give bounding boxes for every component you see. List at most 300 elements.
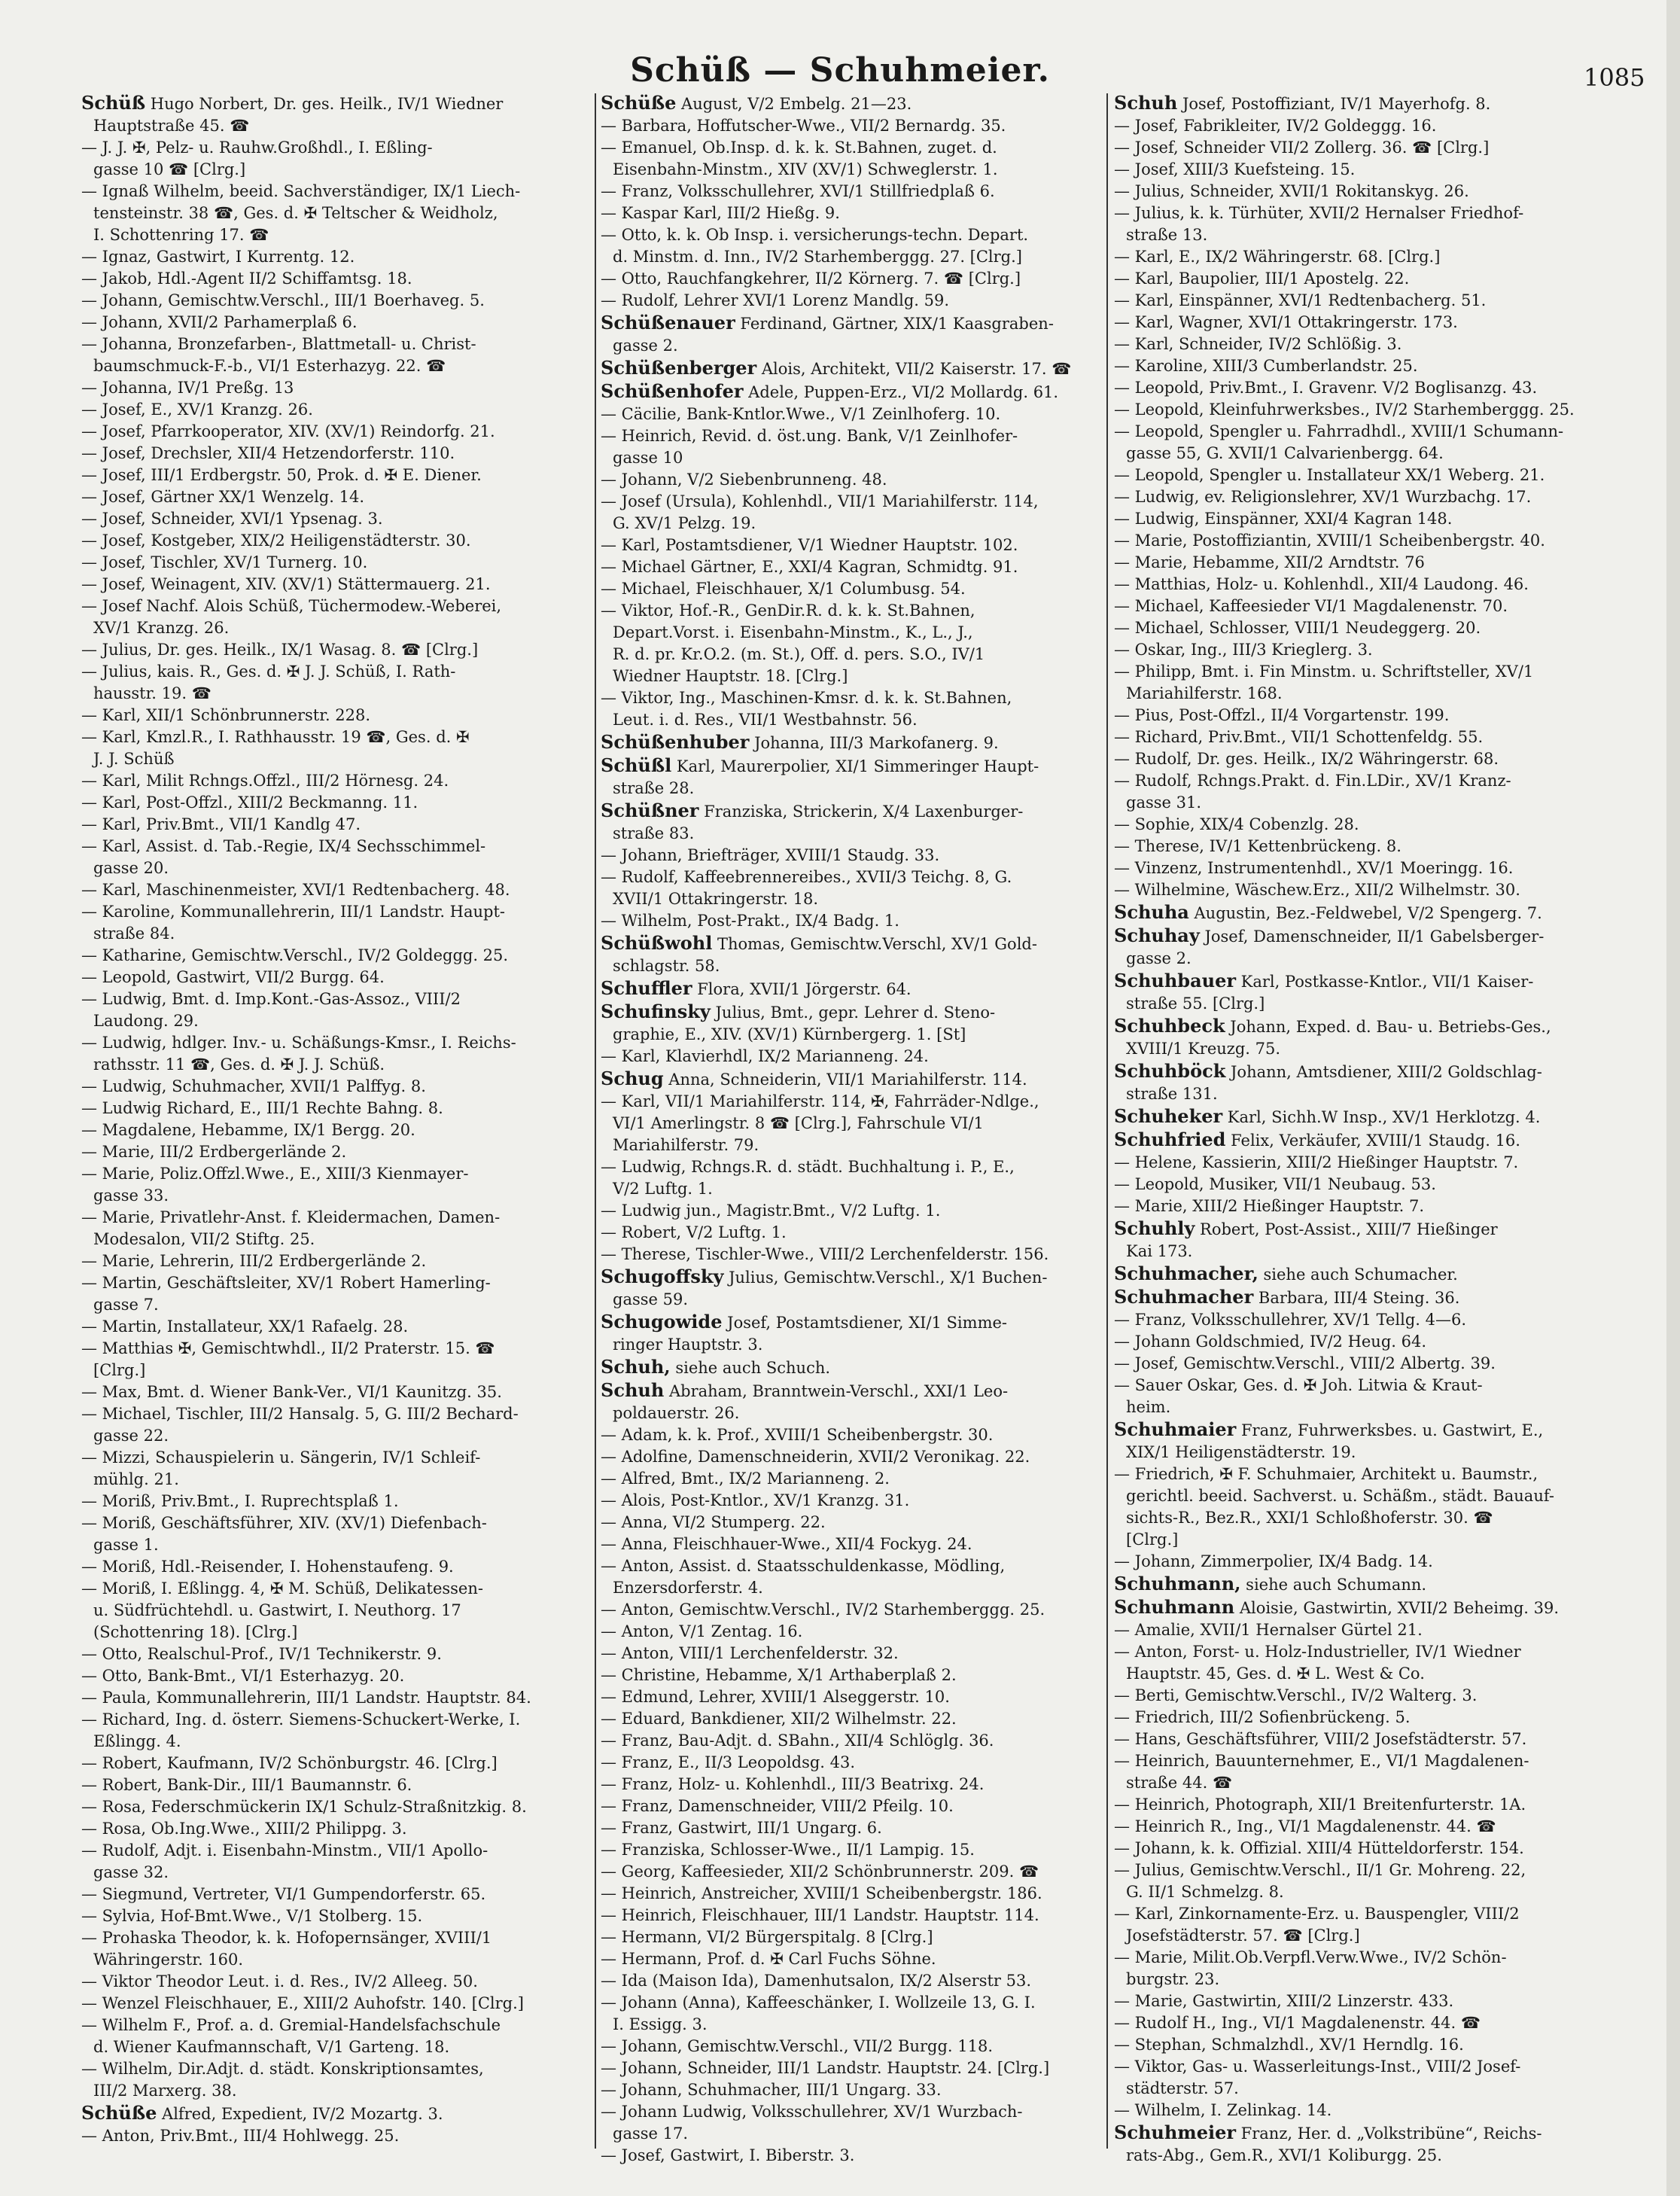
- directory-entry: — Johann, Zimmerpolier, IX/4 Badg. 14.: [1114, 1552, 1433, 1570]
- entry-continuation: gasse 10: [613, 449, 683, 467]
- entry-continuation: straße 28.: [613, 779, 695, 797]
- directory-entry: — Josef Nachf. Alois Schüß, Tüchermodew.-Weberei,: [81, 597, 502, 615]
- surname: Schuhmann: [1114, 1596, 1235, 1618]
- directory-entry: — Karl, Kmzl.R., I. Rathhausstr. 19 ☎, Ges. d. ✠: [81, 728, 470, 746]
- entry-continuation: Eßlingg. 4.: [93, 1732, 181, 1750]
- directory-entry: — Moriß, Geschäftsführer, XIV. (XV/1) Diefenbach-: [81, 1514, 487, 1532]
- entry-details: Franziska, Strickerin, X/4 Laxenburger-: [698, 803, 1024, 821]
- directory-entry: — Johann, Gemischtw.Verschl., VII/2 Burgg. 118.: [601, 2037, 994, 2055]
- directory-entry: — Ludwig, hdlger. Inv.- u. Schäßungs-Kmsr., I. Reichs-: [81, 1034, 516, 1052]
- directory-entry: — Alfred, Bmt., IX/2 Marianneng. 2.: [601, 1470, 890, 1488]
- directory-entry: — Kaspar Karl, III/2 Hießg. 9.: [601, 204, 840, 222]
- directory-entry: — Philipp, Bmt. i. Fin Minstm. u. Schriftsteller, XV/1: [1114, 662, 1534, 681]
- directory-entry: — Johann, XVII/2 Parhamerplaß 6.: [81, 313, 358, 331]
- directory-entry: — Michael, Tischler, III/2 Hansalg. 5, G. III/2 Bechard-: [81, 1405, 519, 1423]
- surname: Schuheker: [1114, 1105, 1223, 1127]
- directory-entry: — Marie, XIII/2 Hießinger Hauptstr. 7.: [1114, 1197, 1425, 1215]
- directory-entry: — Karl, Assist. d. Tab.-Regie, IX/4 Sechsschimmel-: [81, 837, 486, 855]
- surname-heading-entry: [601, 1001, 1111, 1024]
- surname-heading-entry: [1114, 1128, 1624, 1152]
- surname-heading-entry: [1114, 1573, 1624, 1596]
- directory-entry: — Heinrich R., Ing., VI/1 Magdalenenstr. 44. ☎: [1114, 1817, 1496, 1835]
- entry-details: siehe auch Schumacher.: [1258, 1266, 1458, 1284]
- entry-details: Johann, Exped. d. Bau- u. Betriebs-Ges.,: [1225, 1018, 1551, 1036]
- entry-details: Karl, Postkasse-Kntlor., VII/1 Kaiser-: [1236, 973, 1534, 991]
- directory-entry: — Marie, Privatlehr-Anst. f. Kleidermachen, Damen-: [81, 1208, 501, 1226]
- entry-continuation: XIX/1 Heiligenstädterstr. 19.: [1126, 1443, 1356, 1461]
- entry-continuation: I. Schottenring 17. ☎: [93, 226, 269, 244]
- surname: Schuh: [1114, 92, 1178, 114]
- directory-entry: — Anton, Assist. d. Staatsschuldenkasse, Mödling,: [601, 1557, 1006, 1575]
- surname-heading-entry: [601, 754, 1111, 778]
- entry-continuation: gasse 59.: [613, 1290, 689, 1308]
- directory-entry: — Wilhelm, Post-Prakt., IX/4 Badg. 1.: [601, 912, 899, 930]
- surname-heading-entry: [601, 731, 1111, 754]
- surname-heading-entry: [601, 380, 1111, 404]
- directory-entry: — Josef, Weinagent, XIV. (XV/1) Stättermauerg. 21.: [81, 575, 491, 593]
- directory-entry: — Robert, V/2 Luftg. 1.: [601, 1223, 787, 1241]
- entry-continuation: gasse 10 ☎ [Clrg.]: [93, 160, 246, 178]
- directory-entry: — Marie, Milit.Ob.Verpfl.Verw.Wwe., IV/2 Schön-: [1114, 1948, 1507, 1966]
- entry-continuation: gasse 2.: [1126, 949, 1192, 967]
- directory-entry: — Viktor, Ing., Maschinen-Kmsr. d. k. k. St.Bahnen,: [601, 689, 1012, 707]
- entry-continuation: straße 44. ☎: [1126, 1774, 1233, 1792]
- directory-entry: — Julius, k. k. Türhüter, XVII/2 Hernalser Friedhof-: [1114, 204, 1524, 222]
- directory-entry: — Anton, V/1 Zentag. 16.: [601, 1622, 803, 1640]
- directory-entry: — Therese, Tischler-Wwe., VIII/2 Lerchenfelderstr. 156.: [601, 1245, 1049, 1263]
- directory-entry: — Karl, XII/1 Schönbrunnerstr. 228.: [81, 706, 371, 724]
- entry-continuation: XV/1 Kranzg. 26.: [93, 619, 230, 637]
- entry-continuation: schlagstr. 58.: [613, 957, 720, 975]
- directory-entry: — Rudolf, Rchngs.Prakt. d. Fin.LDir., XV/1 Kranz-: [1114, 772, 1511, 790]
- surname-heading-entry: [601, 1356, 1111, 1379]
- entry-continuation: tensteinstr. 38 ☎, Ges. d. ✠ Teltscher & Weidholz,: [93, 204, 498, 222]
- page-number: 1085: [1584, 63, 1645, 92]
- directory-entry: — Josef (Ursula), Kohlenhdl., VII/1 Mariahilferstr. 114,: [601, 492, 1039, 510]
- directory-entry: — Hermann, VI/2 Bürgerspitalg. 8 [Clrg.]: [601, 1928, 933, 1946]
- entry-continuation: baumschmuck-F.-b., VI/1 Esterhazyg. 22. ☎: [93, 357, 446, 375]
- entry-details: Flora, XVII/1 Jörgerstr. 64.: [692, 980, 912, 998]
- entry-continuation: rats-Abg., Gem.R., XVI/1 Koliburgg. 25.: [1126, 2146, 1442, 2164]
- directory-entry: — Moriß, Priv.Bmt., I. Ruprechtsplaß 1.: [81, 1492, 399, 1510]
- directory-entry: — Sauer Oskar, Ges. d. ✠ Joh. Litwia & Kraut-: [1114, 1376, 1483, 1394]
- directory-entry: — Helene, Kassierin, XIII/2 Hießinger Hauptstr. 7.: [1114, 1153, 1519, 1171]
- directory-entry: — Paula, Kommunallehrerin, III/1 Landstr. Hauptstr. 84.: [81, 1689, 531, 1707]
- entry-continuation: burgstr. 23.: [1126, 1970, 1220, 1988]
- directory-entry: — Johanna, IV/1 Preßg. 13: [81, 379, 294, 397]
- directory-entry: — Edmund, Lehrer, XVIII/1 Alseggerstr. 10.: [601, 1688, 950, 1706]
- entry-details: Josef, Damenschneider, II/1 Gabelsberger-: [1199, 927, 1545, 946]
- surname-heading-entry: [601, 800, 1111, 823]
- entry-continuation: J. J. Schüß: [93, 750, 175, 768]
- directory-entry: — Leopold, Priv.Bmt., I. Gravenr. V/2 Boglisanzg. 43.: [1114, 379, 1538, 397]
- entry-details: Felix, Verkäufer, XVIII/1 Staudg. 16.: [1225, 1132, 1520, 1150]
- entry-continuation: Leut. i. d. Res., VII/1 Westbahnstr. 56.: [613, 711, 918, 729]
- surname-heading-entry: [1114, 1286, 1624, 1309]
- entry-continuation: gerichtl. beeid. Sachverst. u. Schäßm., städt. Bauauf-: [1126, 1487, 1554, 1505]
- directory-entry: — Leopold, Gastwirt, VII/2 Burgg. 64.: [81, 968, 385, 986]
- directory-entry: — Marie, Postoffiziantin, XVIII/1 Scheibenbergstr. 40.: [1114, 531, 1545, 550]
- directory-entry: — Marie, III/2 Erdbergerlände 2.: [81, 1143, 347, 1161]
- surname: Schuh: [601, 1379, 665, 1401]
- entry-continuation: ringer Hauptstr. 3.: [613, 1336, 763, 1354]
- directory-entry: — Johann, Gemischtw.Verschl., III/1 Boerhaveg. 5.: [81, 291, 485, 309]
- surname: Schüßenauer: [601, 312, 735, 334]
- directory-entry: — Marie, Hebamme, XII/2 Arndtstr. 76: [1114, 553, 1425, 571]
- entry-continuation: gasse 22.: [93, 1427, 169, 1445]
- entry-continuation: städterstr. 57.: [1126, 2079, 1239, 2097]
- directory-entry: — Karl, Schneider, IV/2 Schlößig. 3.: [1114, 335, 1402, 353]
- surname: Schug: [601, 1068, 664, 1089]
- surname: Schüßwohl: [601, 932, 713, 954]
- surname-heading-entry: [601, 1311, 1111, 1334]
- entry-continuation: straße 84.: [93, 924, 175, 943]
- surname-heading-entry: [601, 977, 1111, 1001]
- directory-entry: — Wilhelm F., Prof. a. d. Gremial-Handelsfachschule: [81, 2016, 501, 2034]
- entry-continuation: Hauptstraße 45. ☎: [93, 117, 250, 135]
- directory-entry: — Karl, Wagner, XVI/1 Ottakringerstr. 173.: [1114, 313, 1458, 331]
- directory-entry: — Matthias, Holz- u. Kohlenhdl., XII/4 Laudong. 46.: [1114, 575, 1529, 593]
- surname-heading-entry: [601, 312, 1111, 335]
- surname-heading-entry: [1114, 2121, 1624, 2145]
- column-2: [601, 92, 1111, 2167]
- directory-entry: — Karl, VII/1 Mariahilferstr. 114, ✠, Fahrräder-Ndlge.,: [601, 1092, 1039, 1110]
- directory-entry: — Adam, k. k. Prof., XVIII/1 Scheibenbergstr. 30.: [601, 1426, 994, 1444]
- directory-entry: — Richard, Priv.Bmt., VII/1 Schottenfeldg. 55.: [1114, 728, 1484, 746]
- entry-details: Karl, Maurerpolier, XI/1 Simmeringer Haupt-: [671, 757, 1039, 775]
- entry-continuation: poldauerstr. 26.: [613, 1404, 740, 1422]
- directory-entry: — Johanna, Bronzefarben-, Blattmetall- u. Christ-: [81, 335, 476, 353]
- entry-continuation: straße 83.: [613, 824, 695, 842]
- column-rule-1: [595, 93, 596, 2149]
- entry-continuation: Wiedner Hauptstr. 18. [Clrg.]: [613, 667, 848, 685]
- surname-heading-entry: [1114, 1217, 1624, 1241]
- entry-continuation: graphie, E., XIV. (XV/1) Kürnbergerg. 1. [St]: [613, 1025, 966, 1043]
- surname-heading-entry: [601, 932, 1111, 955]
- entry-continuation: Depart.Vorst. i. Eisenbahn-Minstm., K., L., J.,: [613, 623, 973, 641]
- entry-details: Julius, Bmt., gepr. Lehrer d. Steno-: [710, 1004, 996, 1022]
- entry-continuation: G. XV/1 Pelzg. 19.: [613, 514, 756, 532]
- directory-entry: — Berti, Gemischtw.Verschl., IV/2 Walterg. 3.: [1114, 1686, 1478, 1704]
- directory-entry: — Otto, k. k. Ob Insp. i. versicherungs-techn. Depart.: [601, 226, 1029, 244]
- directory-entry: — Katharine, Gemischtw.Verschl., IV/2 Goldeggg. 25.: [81, 946, 509, 964]
- directory-entry: — Josef, Kostgeber, XIX/2 Heiligenstädterstr. 30.: [81, 531, 471, 550]
- directory-entry: — Siegmund, Vertreter, VI/1 Gumpendorferstr. 65.: [81, 1885, 486, 1903]
- directory-entry: — Oskar, Ing., III/3 Krieglerg. 3.: [1114, 641, 1373, 659]
- surname: Schüßl: [601, 754, 672, 776]
- surname-heading-entry: [1114, 1262, 1624, 1286]
- directory-entry: — Johann Ludwig, Volksschullehrer, XV/1 Wurzbach-: [601, 2103, 1023, 2121]
- entry-continuation: heim.: [1126, 1398, 1171, 1416]
- surname-heading-entry: [601, 1379, 1111, 1403]
- directory-entry: — Johann, k. k. Offizial. XIII/4 Hütteldorferstr. 154.: [1114, 1839, 1524, 1857]
- directory-entry: — Leopold, Kleinfuhrwerksbes., IV/2 Starhemberggg. 25.: [1114, 401, 1575, 419]
- directory-entry: — Ignaß Wilhelm, beeid. Sachverständiger, IX/1 Liech-: [81, 182, 521, 200]
- entry-details: August, V/2 Embelg. 21—23.: [676, 95, 912, 113]
- entry-continuation: straße 131.: [1126, 1085, 1218, 1103]
- directory-entry: — Johann, Schneider, III/1 Landstr. Hauptstr. 24. [Clrg.]: [601, 2059, 1050, 2077]
- surname: Schüßenberger: [601, 357, 757, 379]
- directory-entry: — Moriß, I. Eßlingg. 4, ✠ M. Schüß, Delikatessen-: [81, 1579, 483, 1598]
- surname-heading-entry: [1114, 970, 1624, 993]
- directory-entry: — Franziska, Schlosser-Wwe., II/1 Lampig. 15.: [601, 1841, 975, 1859]
- surname: Schufinsky: [601, 1001, 711, 1022]
- column-1: [81, 92, 592, 2147]
- directory-entry: — Heinrich, Photograph, XII/1 Breitenfurterstr. 1A.: [1114, 1795, 1526, 1814]
- directory-entry: — Martin, Installateur, XX/1 Rafaelg. 28.: [81, 1317, 409, 1336]
- directory-entry: — Viktor Theodor Leut. i. d. Res., IV/2 Alleeg. 50.: [81, 1972, 478, 1990]
- entry-details: Thomas, Gemischtw.Verschl, XV/1 Gold-: [712, 935, 1037, 953]
- directory-entry: — Wilhelm, Dir.Adjt. d. städt. Konskriptionsamtes,: [81, 2060, 484, 2078]
- directory-entry: — Josef, Drechsler, XII/4 Hetzendorferstr. 110.: [81, 444, 455, 462]
- surname: Schuhbauer: [1114, 970, 1236, 991]
- directory-entry: — Therese, IV/1 Kettenbrückeng. 8.: [1114, 837, 1402, 855]
- directory-entry: — Ignaz, Gastwirt, I Kurrentg. 12.: [81, 248, 355, 266]
- directory-entry: — Josef, Schneider, XVI/1 Ypsenag. 3.: [81, 510, 383, 528]
- directory-entry: — Ludwig, Schuhmacher, XVII/1 Palffyg. 8.: [81, 1077, 426, 1095]
- entry-continuation: [Clrg.]: [93, 1361, 146, 1379]
- entry-details: Franz, Her. d. „Volkstribüne“, Reichs-: [1236, 2124, 1542, 2143]
- directory-entry: — Rosa, Ob.Ing.Wwe., XIII/2 Philippg. 3.: [81, 1820, 407, 1838]
- entry-continuation: hausstr. 19. ☎: [93, 684, 212, 702]
- entry-continuation: u. Südfrüchtehdl. u. Gastwirt, I. Neuthorg. 17: [93, 1601, 461, 1619]
- entry-details: Anna, Schneiderin, VII/1 Mariahilferstr. 114.: [663, 1071, 1027, 1089]
- entry-details: Johann, Amtsdiener, XIII/2 Goldschlag-: [1225, 1063, 1542, 1081]
- surname: Schuhböck: [1114, 1060, 1226, 1082]
- surname: Schugowide: [601, 1311, 723, 1333]
- surname-heading-entry: [1114, 1015, 1624, 1038]
- directory-entry: — Ludwig Richard, E., III/1 Rechte Bahng. 8.: [81, 1099, 443, 1117]
- directory-entry: — Josef, Gastwirt, I. Biberstr. 3.: [601, 2146, 855, 2164]
- directory-entry: — Ludwig, ev. Religionslehrer, XV/1 Wurzbachg. 17.: [1114, 488, 1532, 506]
- directory-entry: — Cäcilie, Bank-Kntlor.Wwe., V/1 Zeinlhoferg. 10.: [601, 405, 1001, 423]
- page-title: Schüß — Schuhmeier.: [630, 51, 1050, 90]
- directory-entry: — Anton, Forst- u. Holz-Industrieller, IV/1 Wiedner: [1114, 1643, 1521, 1661]
- entry-continuation: straße 13.: [1126, 226, 1208, 244]
- entry-continuation: d. Wiener Kaufmannschaft, V/1 Garteng. 18.: [93, 2038, 450, 2056]
- entry-details: Franz, Fuhrwerksbes. u. Gastwirt, E.,: [1236, 1421, 1544, 1439]
- directory-entry: — Heinrich, Revid. d. öst.ung. Bank, V/1 Zeinlhofer-: [601, 427, 1018, 445]
- directory-entry: — Christine, Hebamme, X/1 Arthaberplaß 2.: [601, 1666, 957, 1684]
- directory-entry: — Rudolf H., Ing., VI/1 Magdalenenstr. 44. ☎: [1114, 2014, 1481, 2032]
- directory-entry: — Amalie, XVII/1 Hernalser Gürtel 21.: [1114, 1621, 1423, 1639]
- directory-entry: — Josef, Pfarrkooperator, XIV. (XV/1) Reindorfg. 21.: [81, 422, 495, 440]
- entry-details: Aloisie, Gastwirtin, XVII/2 Beheimg. 39.: [1234, 1599, 1560, 1617]
- directory-entry: — Johann, V/2 Siebenbrunneng. 48.: [601, 471, 887, 489]
- directory-entry: — Marie, Gastwirtin, XIII/2 Linzerstr. 433.: [1114, 1992, 1454, 2010]
- directory-entry: — Ludwig, Bmt. d. Imp.Kont.-Gas-Assoz., VIII/2: [81, 990, 461, 1008]
- directory-entry: — Georg, Kaffeesieder, XII/2 Schönbrunnerstr. 209. ☎: [601, 1862, 1039, 1881]
- directory-entry: — Otto, Realschul-Prof., IV/1 Technikerstr. 9.: [81, 1645, 442, 1663]
- directory-entry: — Sylvia, Hof-Bmt.Wwe., V/1 Stolberg. 15.: [81, 1907, 423, 1925]
- surname: Schuhmacher: [1114, 1286, 1254, 1308]
- directory-entry: — Ludwig, Einspänner, XXI/4 Kagran 148.: [1114, 510, 1453, 528]
- directory-entry: — Karl, Priv.Bmt., VII/1 Kandlg 47.: [81, 815, 361, 833]
- entry-continuation: gasse 20.: [93, 859, 169, 877]
- surname: Schuha: [1114, 901, 1189, 923]
- directory-entry: — Marie, Lehrerin, III/2 Erdbergerlände 2.: [81, 1252, 427, 1270]
- directory-entry: — Ludwig, Rchngs.R. d. städt. Buchhaltung i. P., E.,: [601, 1158, 1015, 1176]
- surname-heading-entry: [1114, 1418, 1624, 1442]
- directory-entry: — Johann, Schuhmacher, III/1 Ungarg. 33.: [601, 2081, 942, 2099]
- entry-continuation: rathsstr. 11 ☎, Ges. d. ✠ J. J. Schüß.: [93, 1055, 385, 1074]
- entry-continuation: XVII/1 Ottakringerstr. 18.: [613, 890, 819, 908]
- directory-entry: — Stephan, Schmalzhdl., XV/1 Herndlg. 16.: [1114, 2036, 1464, 2054]
- directory-entry: — Anton, Priv.Bmt., III/4 Hohlwegg. 25.: [81, 2127, 400, 2145]
- entry-continuation: Hauptstr. 45, Ges. d. ✠ L. West & Co.: [1126, 1665, 1425, 1683]
- entry-details: Abraham, Branntwein-Verschl., XXI/1 Leo-: [664, 1382, 1009, 1400]
- surname-heading-entry: [601, 1266, 1111, 1289]
- surname-heading-entry: [1114, 901, 1624, 924]
- directory-entry: — Julius, Schneider, XVII/1 Rokitanskyg. 26.: [1114, 182, 1469, 200]
- directory-entry: — Moriß, Hdl.-Reisender, I. Hohenstaufeng. 9.: [81, 1558, 454, 1576]
- directory-entry: — Julius, Gemischtw.Verschl., II/1 Gr. Mohreng. 22,: [1114, 1861, 1526, 1879]
- surname: Schüße: [601, 92, 677, 114]
- surname-heading-entry: [601, 92, 1111, 115]
- directory-entry: — Karl, Einspänner, XVI/1 Redtenbacherg. 51.: [1114, 291, 1487, 309]
- entry-details: Johanna, III/3 Markofanerg. 9.: [749, 734, 999, 752]
- surname: Schüß: [81, 92, 146, 114]
- directory-entry: — Karl, Postamtsdiener, V/1 Wiedner Hauptstr. 102.: [601, 536, 1018, 554]
- directory-entry: — Anna, VI/2 Stumperg. 22.: [601, 1513, 826, 1531]
- directory-entry: — Pius, Post-Offzl., II/4 Vorgartenstr. 199.: [1114, 706, 1450, 724]
- entry-continuation: gasse 55, G. XVII/1 Calvarienbergg. 64.: [1126, 444, 1444, 462]
- directory-entry: — Mizzi, Schauspielerin u. Sängerin, IV/1 Schleif-: [81, 1448, 481, 1467]
- directory-entry: — Otto, Rauchfangkehrer, II/2 Körnerg. 7. ☎ [Clrg.]: [601, 270, 1021, 288]
- surname: Schuffler: [601, 977, 692, 999]
- directory-entry: — Heinrich, Anstreicher, XVIII/1 Scheibenbergstr. 186.: [601, 1884, 1042, 1902]
- directory-entry: — Hermann, Prof. d. ✠ Carl Fuchs Söhne.: [601, 1950, 936, 1968]
- directory-entry: — Johann Goldschmied, IV/2 Heug. 64.: [1114, 1333, 1427, 1351]
- directory-entry: — Karl, E., IX/2 Währingerstr. 68. [Clrg.]: [1114, 248, 1441, 266]
- directory-entry: — Karoline, Kommunallehrerin, III/1 Landstr. Haupt-: [81, 903, 506, 921]
- directory-entry: — Marie, Poliz.Offzl.Wwe., E., XIII/3 Kienmayer-: [81, 1165, 469, 1183]
- entry-continuation: (Schottenring 18). [Clrg.]: [93, 1623, 298, 1641]
- directory-entry: — Adolfine, Damenschneiderin, XVII/2 Veronikag. 22.: [601, 1448, 1030, 1466]
- directory-entry: — Franz, Bau-Adjt. d. SBahn., XII/4 Schlöglg. 36.: [601, 1732, 994, 1750]
- directory-entry: — Friedrich, ✠ F. Schuhmaier, Architekt u. Baumstr.,: [1114, 1465, 1538, 1483]
- directory-entry: — Karoline, XIII/3 Cumberlandstr. 25.: [1114, 357, 1418, 375]
- surname: Schüßner: [601, 800, 699, 821]
- directory-entry: — Rosa, Federschmückerin IX/1 Schulz-Straßnitzkig. 8.: [81, 1798, 527, 1816]
- entry-continuation: I. Essigg. 3.: [613, 2015, 708, 2033]
- directory-entry: — Prohaska Theodor, k. k. Hofopernsänger, XVIII/1: [81, 1929, 492, 1947]
- entry-continuation: VI/1 Amerlingstr. 8 ☎ [Clrg.], Fahrschule VI/1: [613, 1114, 984, 1132]
- directory-entry: — Josef, XIII/3 Kuefsteing. 15.: [1114, 160, 1356, 178]
- directory-entry: — Leopold, Musiker, VII/1 Neubaug. 53.: [1114, 1175, 1436, 1193]
- entry-details: Hugo Norbert, Dr. ges. Heilk., IV/1 Wiedner: [145, 95, 504, 113]
- directory-entry: — Viktor, Hof.-R., GenDir.R. d. k. k. St.Bahnen,: [601, 602, 975, 620]
- entry-continuation: straße 55. [Clrg.]: [1126, 994, 1265, 1013]
- surname: Schüßenhuber: [601, 731, 750, 753]
- directory-entry: — Rudolf, Kaffeebrennereibes., XVII/3 Teichg. 8, G.: [601, 868, 1012, 886]
- entry-continuation: gasse 17.: [613, 2124, 689, 2143]
- directory-entry: — Jakob, Hdl.-Agent II/2 Schiffamtsg. 18.: [81, 270, 412, 288]
- surname-heading-entry: [81, 2102, 592, 2125]
- entry-continuation: G. II/1 Schmelzg. 8.: [1126, 1883, 1284, 1901]
- directory-entry: — Josef, Gärtner XX/1 Wenzelg. 14.: [81, 488, 364, 506]
- entry-details: Josef, Postamtsdiener, XI/1 Simme-: [722, 1314, 1008, 1332]
- directory-entry: — Vinzenz, Instrumentenhdl., XV/1 Moeringg. 16.: [1114, 859, 1514, 877]
- directory-entry: — Matthias ✠, Gemischtwhdl., II/2 Praterstr. 15. ☎: [81, 1339, 495, 1357]
- entry-continuation: sichts-R., Bez.R., XXI/1 Schloßhoferstr. 30. ☎: [1126, 1509, 1493, 1527]
- directory-entry: — Karl, Klavierhdl, IX/2 Marianneng. 24.: [601, 1047, 929, 1065]
- entry-continuation: mühlg. 21.: [93, 1470, 179, 1488]
- directory-entry: — Karl, Baupolier, III/1 Apostelg. 22.: [1114, 270, 1410, 288]
- directory-entry: — Josef, Fabrikleiter, IV/2 Goldeggg. 16.: [1114, 117, 1437, 135]
- directory-entry: — Max, Bmt. d. Wiener Bank-Ver., VI/1 Kaunitzg. 35.: [81, 1383, 502, 1401]
- entry-continuation: R. d. pr. Kr.O.2. (m. St.), Off. d. pers. S.O., IV/1: [613, 645, 985, 663]
- directory-entry: — Emanuel, Ob.Insp. d. k. k. St.Bahnen, zuget. d.: [601, 139, 997, 157]
- directory-entry: — Johann (Anna), Kaffeeschänker, I. Wollzeile 13, G. I.: [601, 1993, 1036, 2012]
- directory-entry: — Otto, Bank-Bmt., VI/1 Esterhazyg. 20.: [81, 1667, 405, 1685]
- directory-entry: — Josef, Gemischtw.Verschl., VIII/2 Albertg. 39.: [1114, 1354, 1496, 1372]
- entry-details: Alois, Architekt, VII/2 Kaiserstr. 17. ☎: [756, 360, 1072, 378]
- directory-entry: — Leopold, Spengler u. Installateur XX/1 Weberg. 21.: [1114, 466, 1545, 484]
- surname-heading-entry: [1114, 1596, 1624, 1619]
- directory-entry: — Johann, Briefträger, XVIII/1 Staudg. 33.: [601, 846, 940, 864]
- directory-entry: — Julius, Dr. ges. Heilk., IX/1 Wasag. 8. ☎ [Clrg.]: [81, 641, 479, 659]
- directory-entry: — Robert, Kaufmann, IV/2 Schönburgstr. 46. [Clrg.]: [81, 1754, 498, 1772]
- directory-entry: — Wilhelm, I. Zelinkag. 14.: [1114, 2101, 1332, 2119]
- directory-entry: — Josef, E., XV/1 Kranzg. 26.: [81, 401, 313, 419]
- directory-entry: — Franz, E., II/3 Leopoldsg. 43.: [601, 1753, 856, 1771]
- directory-entry: — Rudolf, Dr. ges. Heilk., IX/2 Währingerstr. 68.: [1114, 750, 1499, 768]
- surname-heading-entry: [1114, 1105, 1624, 1128]
- directory-entry: — Michael Gärtner, E., XXI/4 Kagran, Schmidtg. 91.: [601, 558, 1018, 576]
- directory-entry: — Karl, Post-Offzl., XIII/2 Beckmanng. 11.: [81, 793, 418, 812]
- entry-continuation: gasse 31.: [1126, 793, 1202, 812]
- surname: Schüße: [81, 2102, 157, 2124]
- directory-entry: — Magdalene, Hebamme, IX/1 Bergg. 20.: [81, 1121, 415, 1139]
- scan-edge: [1666, 0, 1680, 2196]
- directory-entry: — Heinrich, Fleischhauer, III/1 Landstr. Hauptstr. 114.: [601, 1906, 1039, 1924]
- directory-entry: — Karl, Zinkornamente-Erz. u. Bauspengler, VIII/2: [1114, 1905, 1520, 1923]
- entry-details: siehe auch Schumann.: [1240, 1576, 1427, 1594]
- entry-continuation: gasse 7.: [93, 1296, 159, 1314]
- directory-entry: — Karl, Maschinenmeister, XVI/1 Redtenbacherg. 48.: [81, 881, 510, 899]
- directory-entry: — Heinrich, Bauunternehmer, E., VI/1 Magdalenen-: [1114, 1752, 1529, 1770]
- directory-entry: — Martin, Geschäftsleiter, XV/1 Robert Hamerling-: [81, 1274, 491, 1292]
- directory-entry: — Wilhelmine, Wäschew.Erz., XII/2 Wilhelmstr. 30.: [1114, 881, 1520, 899]
- entry-continuation: [Clrg.]: [1126, 1530, 1179, 1549]
- entry-details: Ferdinand, Gärtner, XIX/1 Kaasgraben-: [735, 315, 1054, 333]
- directory-entry: — Viktor, Gas- u. Wasserleitungs-Inst., VIII/2 Josef-: [1114, 2057, 1521, 2076]
- entry-details: siehe auch Schuch.: [670, 1359, 831, 1377]
- surname-heading-entry: [81, 92, 592, 115]
- entry-continuation: gasse 2.: [613, 337, 678, 355]
- directory-entry: — J. J. ✠, Pelz- u. Rauhw.Großhdl., I. Eßling-: [81, 139, 433, 157]
- directory-entry: — Ida (Maison Ida), Damenhutsalon, IX/2 Alserstr 53.: [601, 1972, 1032, 1990]
- surname: Schugoffsky: [601, 1266, 724, 1287]
- surname: Schuhay: [1114, 924, 1200, 946]
- surname-heading-entry: [601, 357, 1111, 380]
- directory-entry: — Richard, Ing. d. österr. Siemens-Schuckert-Werke, I.: [81, 1710, 521, 1728]
- entry-continuation: gasse 32.: [93, 1863, 169, 1881]
- entry-continuation: III/2 Marxerg. 38.: [93, 2082, 237, 2100]
- directory-entry: — Karl, Milit Rchngs.Offzl., III/2 Hörnesg. 24.: [81, 772, 449, 790]
- directory-entry: — Ludwig jun., Magistr.Bmt., V/2 Luftg. 1.: [601, 1202, 941, 1220]
- directory-entry: — Franz, Volksschullehrer, XV/1 Tellg. 4—6.: [1114, 1311, 1467, 1329]
- entry-continuation: gasse 1.: [93, 1536, 159, 1554]
- surname-heading-entry: [1114, 1060, 1624, 1083]
- directory-entry: — Rudolf, Adjt. i. Eisenbahn-Minstm., VII/1 Apollo-: [81, 1841, 488, 1859]
- entry-continuation: gasse 33.: [93, 1186, 169, 1205]
- surname-heading-entry: [1114, 924, 1624, 948]
- entry-continuation: Eisenbahn-Minstm., XIV (XV/1) Schweglerstr. 1.: [613, 160, 998, 178]
- entry-continuation: Mariahilferstr. 79.: [613, 1136, 759, 1154]
- directory-entry: — Anton, Gemischtw.Verschl., IV/2 Starhemberggg. 25.: [601, 1601, 1045, 1619]
